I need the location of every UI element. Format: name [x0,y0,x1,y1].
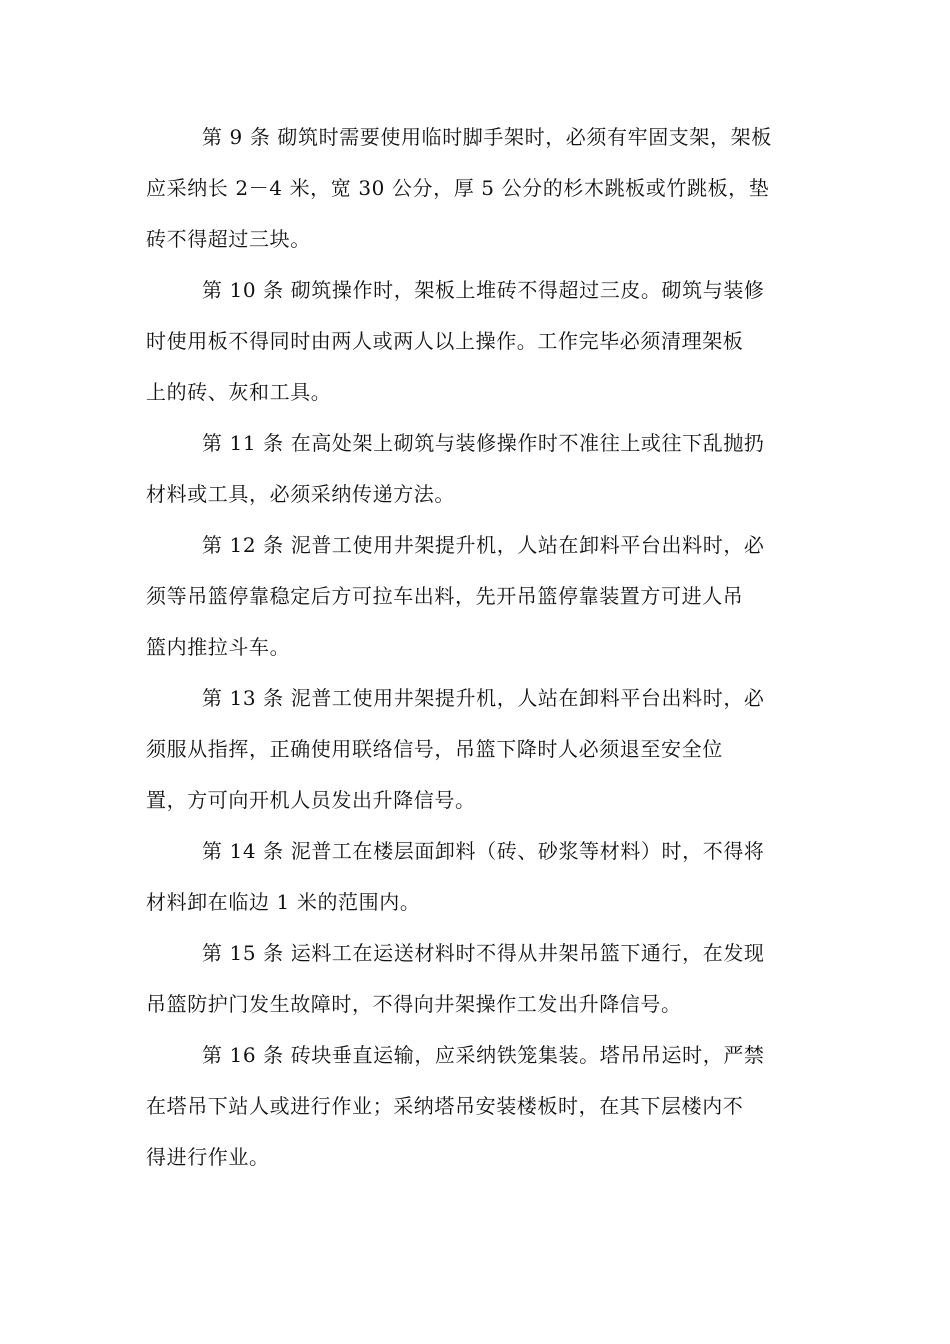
article-10-line-2: 时使用板不得同时由两人或两人以上操作。工作完毕必须清理架板 [146,329,744,353]
article-15-line-2: 吊篮防护门发生故障时，不得向井架操作工发出升降信号。 [146,992,682,1016]
article-15-line-1: 第 15 条 运料工在运送材料时不得从井架吊篮下通行，在发现 [202,941,765,965]
article-11 [146,418,806,520]
article-12 [146,520,806,673]
article-13 [146,673,806,826]
article-14-line-1: 第 14 条 泥普工在楼层面卸料（砖、砂浆等材料）时，不得将 [202,839,765,863]
article-16-line-2: 在塔吊下站人或进行作业；采纳塔吊安装楼板时，在其下层楼内不 [146,1094,744,1118]
article-14 [146,826,806,928]
article-13-line-3: 置，方可向开机人员发出升降信号。 [146,788,476,812]
document-body [146,112,806,1183]
article-14-line-2: 材料卸在临边 1 米的范围内。 [146,890,421,914]
article-11-line-1: 第 11 条 在高处架上砌筑与装修操作时不准往上或往下乱抛扔 [202,431,765,455]
article-10-line-3: 上的砖、灰和工具。 [146,380,332,404]
article-12-line-1: 第 12 条 泥普工使用井架提升机，人站在卸料平台出料时，必 [202,533,765,557]
article-10-line-1: 第 10 条 砌筑操作时，架板上堆砖不得超过三皮。砌筑与装修 [202,278,765,302]
article-10 [146,265,806,418]
article-12-line-2: 须等吊篮停靠稳定后方可拉车出料，先开吊篮停靠装置方可进人吊 [146,584,744,608]
article-13-line-2: 须服从指挥，正确使用联络信号，吊篮下降时人必须退至安全位 [146,737,723,761]
article-9-line-1: 第 9 条 砌筑时需要使用临时脚手架时，必须有牢固支架，架板 [202,125,772,149]
article-9-line-2: 应采纳长 2－4 米，宽 30 公分，厚 5 公分的杉木跳板或竹跳板，垫 [146,176,770,200]
article-16-line-1: 第 16 条 砖块垂直运输，应采纳铁笼集装。塔吊吊运时，严禁 [202,1043,765,1067]
article-15 [146,928,806,1030]
article-16 [146,1030,806,1183]
article-16-line-3: 得进行作业。 [146,1145,270,1169]
article-9 [146,112,806,265]
article-12-line-3: 篮内推拉斗车。 [146,635,291,659]
article-13-line-1: 第 13 条 泥普工使用井架提升机，人站在卸料平台出料时，必 [202,686,765,710]
article-9-line-3: 砖不得超过三块。 [146,227,311,251]
article-11-line-2: 材料或工具，必须采纳传递方法。 [146,482,455,506]
